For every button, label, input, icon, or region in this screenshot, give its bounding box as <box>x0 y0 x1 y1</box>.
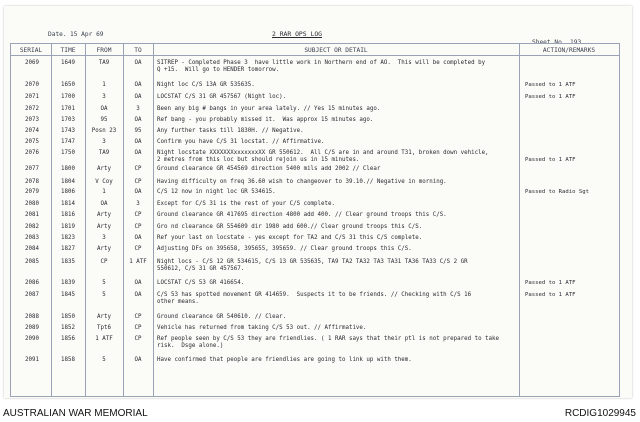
time-cell: 1814 <box>61 201 75 207</box>
detail-line: Ground clearance GR 454569 direction 5400 mils add 2002 // Clear <box>157 166 381 172</box>
to-cell: OA <box>134 150 142 156</box>
time-cell: 1804 <box>61 179 75 185</box>
to-cell: OA <box>134 82 142 88</box>
detail-line: other means. <box>157 299 199 305</box>
serial-cell: 2089 <box>25 325 39 331</box>
detail-line: Ref your last on locstate - yes except for TA2 and C/S 31 this C/S complete. <box>157 235 423 241</box>
detail-line: Ref bang - you probably missed it. Was approx 15 minutes ago. <box>157 117 374 123</box>
time-cell: 1827 <box>61 246 75 252</box>
remarks-line: Passed to 1 ATF <box>525 292 576 298</box>
detail-line: Have confirmed that people are friendlies are going to link up with them. <box>157 357 412 363</box>
to-cell: CP <box>134 224 142 230</box>
time-cell: 1703 <box>61 117 75 123</box>
detail-line: 550612, C/S 31 GR 457567. <box>157 266 245 272</box>
sheet-number-value: 193 <box>570 39 582 46</box>
detail-line: Vehicle has returned from taking C/S 53 out. // Affirmative. <box>157 325 367 331</box>
log-table <box>10 43 620 397</box>
col-header-serial: SERIAL <box>19 47 43 54</box>
detail-line: Except for C/S 31 is the rest of your C/S complete. <box>157 201 335 207</box>
to-cell: 3 <box>136 201 140 207</box>
from-cell: 1 ATF <box>95 336 113 342</box>
to-cell: CP <box>134 314 142 320</box>
from-cell: V Coy <box>95 179 113 185</box>
time-cell: 1747 <box>61 139 75 145</box>
serial-cell: 2074 <box>25 128 39 134</box>
column-divider <box>519 44 520 396</box>
to-cell: OA <box>134 60 142 66</box>
detail-line: Q +15. Will go to HENDER tomorrow. <box>157 67 280 73</box>
to-cell: CP <box>134 246 142 252</box>
from-cell: 1 <box>102 82 106 88</box>
column-divider <box>153 44 154 396</box>
to-cell: OA <box>134 94 142 100</box>
from-cell: Arty <box>97 246 111 252</box>
time-cell: 1850 <box>61 314 75 320</box>
col-header-subject: SUBJECT OR DETAIL <box>304 47 368 54</box>
to-cell: CP <box>134 212 142 218</box>
time-cell: 1858 <box>61 357 75 363</box>
from-cell: TA9 <box>98 60 110 66</box>
from-cell: Posn 23 <box>91 128 117 134</box>
from-cell: 5 <box>102 292 106 298</box>
serial-cell: 2073 <box>25 117 39 123</box>
to-cell: OA <box>134 235 142 241</box>
time-cell: 1816 <box>61 212 75 218</box>
from-cell: CP <box>100 259 108 265</box>
from-cell: OA <box>100 106 108 112</box>
to-cell: CP <box>134 179 142 185</box>
detail-line: Ground clearance GR 540610. // Clear. <box>157 314 287 320</box>
sheet-number-label: Sheet No. <box>532 39 566 46</box>
serial-cell: 2080 <box>25 201 39 207</box>
detail-line: Night loc C/S 13A GR 535635. <box>157 82 255 88</box>
serial-cell: 2076 <box>25 150 39 156</box>
from-cell: 3 <box>102 94 106 100</box>
detail-line: C/S 53 has spotted movement GR 414659. Suspects it to be friends. // Checking with C/S 16 <box>157 292 472 298</box>
serial-cell: 2082 <box>25 224 39 230</box>
time-cell: 1800 <box>61 166 75 172</box>
col-header-time: TIME <box>60 47 76 54</box>
time-cell: 1700 <box>61 94 75 100</box>
from-cell: 3 <box>102 235 106 241</box>
remarks-line: Passed to 1 ATF <box>525 82 576 88</box>
serial-cell: 2090 <box>25 336 39 342</box>
serial-cell: 2075 <box>25 139 39 145</box>
to-cell: OA <box>134 117 142 123</box>
column-divider <box>85 44 86 396</box>
serial-cell: 2070 <box>25 82 39 88</box>
time-cell: 1819 <box>61 224 75 230</box>
to-cell: 1 ATF <box>129 259 147 265</box>
serial-cell: 2069 <box>25 60 39 66</box>
time-cell: 1852 <box>61 325 75 331</box>
to-cell: OA <box>134 189 142 195</box>
to-cell: OA <box>134 139 142 145</box>
from-cell: 1 <box>102 189 106 195</box>
detail-line: C/S 12 now in night loc GR 534615. <box>157 189 276 195</box>
remarks-line: Passed to 1 ATF <box>525 157 576 163</box>
time-cell: 1701 <box>61 106 75 112</box>
column-divider <box>51 44 52 396</box>
from-cell: 3 <box>102 139 106 145</box>
detail-line: Ground clearance GR 417695 direction 4800 add 400. // Clear ground troops this C/S. <box>157 212 447 218</box>
to-cell: CP <box>134 325 142 331</box>
detail-line: LOCSTAT C/S 31 GR 457567 (Night loc). <box>157 94 287 100</box>
detail-line: Gro nd clearance GR 554609 dir 1980 add 600.// Clear ground troops this C/S. <box>157 224 423 230</box>
to-cell: CP <box>134 336 142 342</box>
time-cell: 1750 <box>61 150 75 156</box>
remarks-line: Passed to 1 ATF <box>525 94 576 100</box>
col-header-from: FROM <box>96 47 112 54</box>
from-cell: OA <box>100 201 108 207</box>
col-header-to: TO <box>134 47 142 54</box>
header-divider <box>11 55 619 56</box>
serial-cell: 2078 <box>25 179 39 185</box>
time-cell: 1806 <box>61 189 75 195</box>
to-cell: OA <box>134 292 142 298</box>
to-cell: OA <box>134 280 142 286</box>
time-cell: 1823 <box>61 235 75 241</box>
time-cell: 1835 <box>61 259 75 265</box>
detail-line: Having difficulty on freq 36.60 wish to changeover to 39.10.// Negative in morning. <box>157 179 447 185</box>
footer-source: AUSTRALIAN WAR MEMORIAL <box>3 408 148 419</box>
detail-line: Been any big # bangs in your area lately. // Yes 15 minutes ago. <box>157 106 381 112</box>
from-cell: Tpt6 <box>97 325 111 331</box>
detail-line: Confirm you have C/S 31 locstat. // Affirmative. <box>157 139 325 145</box>
serial-cell: 2087 <box>25 292 39 298</box>
serial-cell: 2077 <box>25 166 39 172</box>
time-cell: 1743 <box>61 128 75 134</box>
serial-cell: 2086 <box>25 280 39 286</box>
serial-cell: 2072 <box>25 106 39 112</box>
serial-cell: 2084 <box>25 246 39 252</box>
date-label: Date. <box>48 31 67 38</box>
time-cell: 1839 <box>61 280 75 286</box>
detail-line: Night locs - C/S 12 GR 534615, C/S 13 GR 535635, TA9 TA2 TA32 TA3 TA31 TA36 TA33 C/S 2 GR <box>157 259 468 265</box>
col-header-remarks: ACTION/REMARKS <box>542 47 596 54</box>
to-cell: 3 <box>136 106 140 112</box>
serial-cell: 2091 <box>25 357 39 363</box>
serial-cell: 2071 <box>25 94 39 100</box>
from-cell: 5 <box>102 357 106 363</box>
detail-line: LOCSTAT C/S 53 GR 416654. <box>157 280 245 286</box>
from-cell: 95 <box>100 117 108 123</box>
serial-cell: 2079 <box>25 189 39 195</box>
detail-line: Night locstate XXXXXXXxxxxxxxXX GR 550612. All C/S are in and around T31, broken down vehicle, <box>157 150 489 156</box>
serial-cell: 2083 <box>25 235 39 241</box>
detail-line: Any further tasks till 1830H. // Negative. <box>157 128 304 134</box>
from-cell: Arty <box>97 314 111 320</box>
remarks-line: Passed to 1 ATF <box>525 280 576 286</box>
time-cell: 1650 <box>61 82 75 88</box>
to-cell: OA <box>134 357 142 363</box>
remarks-line: Passed to Radio Sgt <box>525 189 589 195</box>
serial-cell: 2085 <box>25 259 39 265</box>
to-cell: CP <box>134 166 142 172</box>
serial-cell: 2081 <box>25 212 39 218</box>
time-cell: 1649 <box>61 60 75 66</box>
time-cell: 1856 <box>61 336 75 342</box>
detail-line: risk. Dsge alone.) <box>157 343 224 349</box>
detail-line: SITREP - Completed Phase 3 have little work in Northern end of AO. This will be completed by <box>157 60 486 66</box>
from-cell: Arty <box>97 212 111 218</box>
from-cell: Arty <box>97 166 111 172</box>
to-cell: 95 <box>134 128 142 134</box>
date-value: 15 Apr 69 <box>70 31 104 38</box>
footer-record-id: RCDIG1029945 <box>564 408 636 419</box>
from-cell: Arty <box>97 224 111 230</box>
detail-line: Adjusting DFs on 395658, 395655, 395659. // Clear ground troops this C/S. <box>157 246 412 252</box>
log-title: 2 RAR OPS LOG <box>272 30 323 38</box>
from-cell: 5 <box>102 280 106 286</box>
detail-line: Ref people seen by C/S 53 they are friendlies. ( 1 RAR says that their ptl is not prepared to take <box>157 336 500 342</box>
from-cell: TA9 <box>98 150 110 156</box>
detail-line: 2 metres from this loc but should rejoin us in 15 minutes. <box>157 157 360 163</box>
time-cell: 1845 <box>61 292 75 298</box>
serial-cell: 2088 <box>25 314 39 320</box>
